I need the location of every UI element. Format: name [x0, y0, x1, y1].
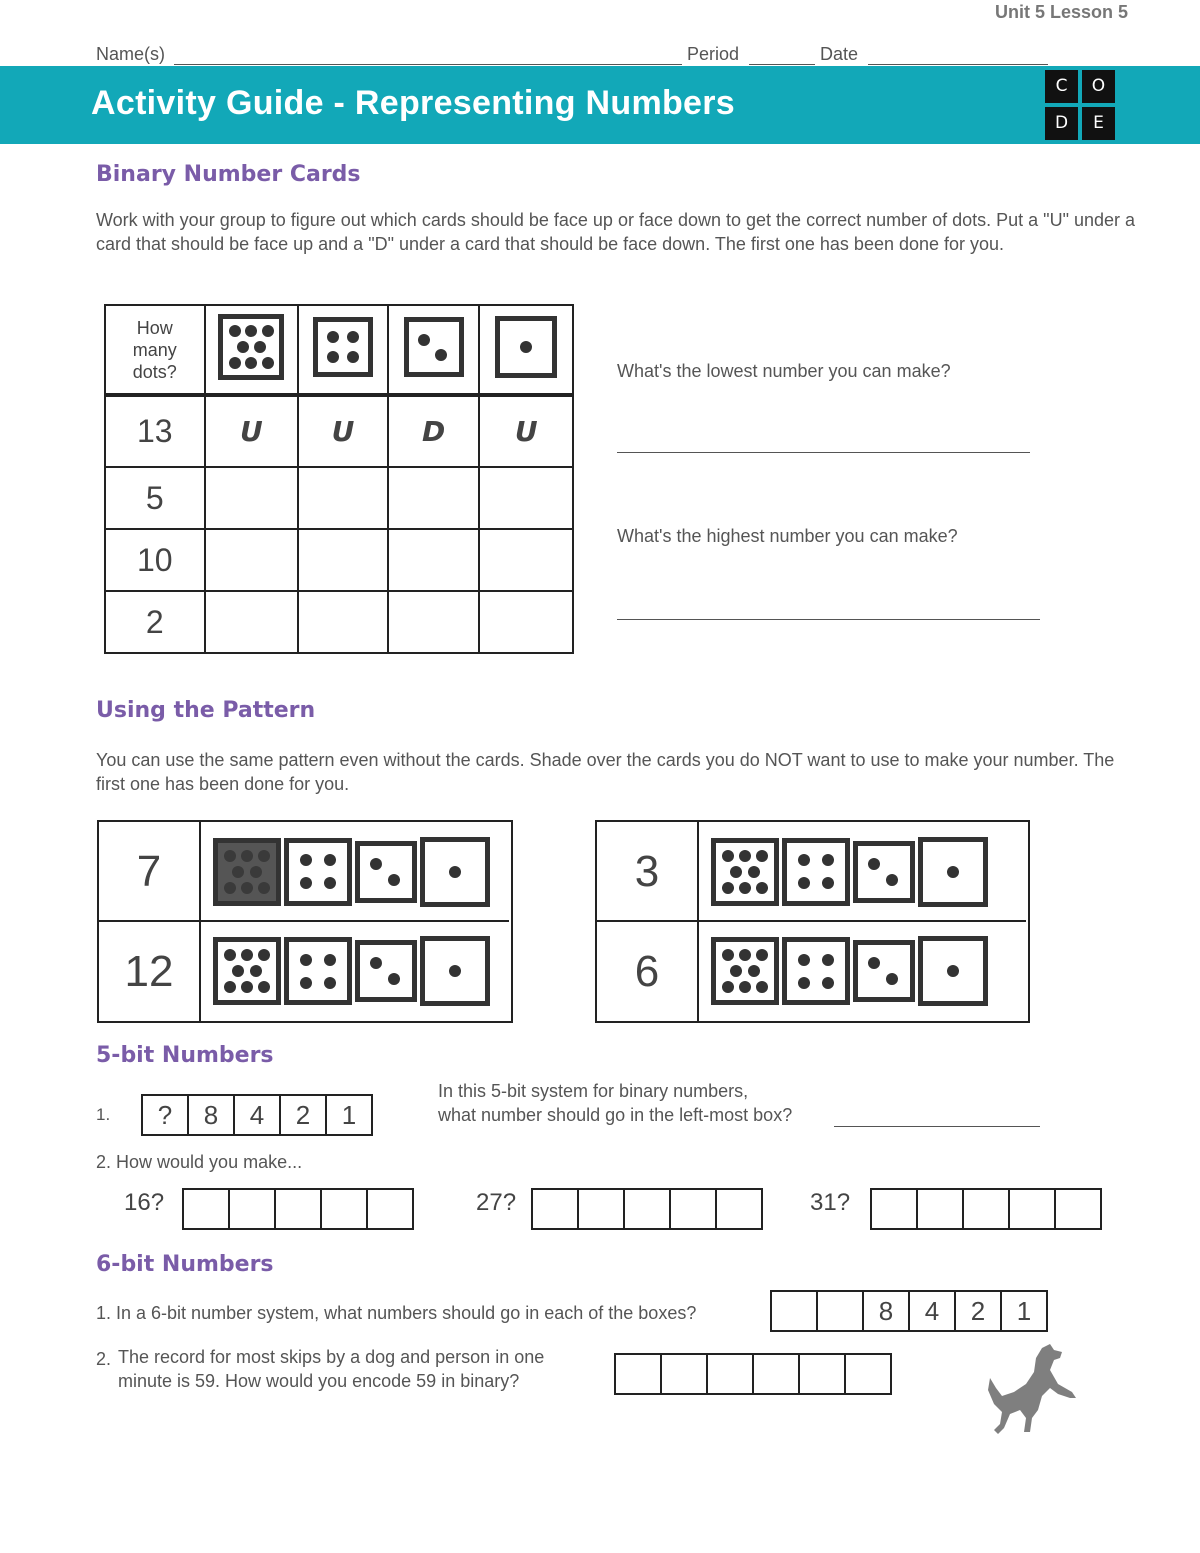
dot — [245, 325, 257, 337]
dot — [262, 357, 274, 369]
dot — [232, 965, 244, 977]
pattern-number: 3 — [597, 822, 699, 922]
binary-cards-table — [104, 304, 574, 654]
answer-cell[interactable] — [479, 591, 573, 653]
card-header-8 — [205, 305, 299, 395]
page-title: Activity Guide - Representing Numbers — [91, 84, 736, 122]
dot — [258, 882, 270, 894]
unit-lesson-label: Unit 5 Lesson 5 — [994, 2, 1128, 22]
bit-box[interactable] — [1054, 1188, 1102, 1230]
target-31-label: 31? — [810, 1189, 851, 1216]
dot — [748, 866, 760, 878]
dot — [262, 325, 274, 337]
place-value-box: 8 — [862, 1290, 910, 1332]
answer-cell[interactable] — [388, 467, 480, 529]
dot — [730, 866, 742, 878]
dot — [886, 874, 898, 886]
bit-box[interactable] — [752, 1353, 800, 1395]
answer-cell[interactable] — [205, 591, 299, 653]
dot-card-2-icon[interactable] — [355, 841, 417, 903]
pattern-cards-cell — [699, 922, 1026, 1022]
dot — [822, 954, 834, 966]
bit-box[interactable] — [228, 1188, 276, 1230]
dot — [947, 965, 959, 977]
dot-card-1-icon[interactable] — [918, 837, 988, 907]
how-would-you-make: 2. How would you make... — [96, 1152, 303, 1172]
dot — [722, 949, 734, 961]
dot — [347, 351, 359, 363]
dot — [449, 965, 461, 977]
dot-card-8-icon[interactable] — [213, 937, 281, 1005]
card-header-1 — [479, 305, 573, 395]
dot-card-1-icon — [495, 316, 557, 378]
six-bit-place-values — [772, 1290, 1048, 1332]
dot — [739, 850, 751, 862]
pattern-number: 7 — [99, 822, 201, 922]
dot — [300, 954, 312, 966]
dot — [300, 877, 312, 889]
pattern-instructions: You can use the same pattern even without the cards. Shade over the cards you do NOT want to use to make your number. The first one has been done for you. — [96, 750, 1115, 794]
period-label: Period — [687, 44, 740, 64]
dot — [224, 949, 236, 961]
dot-card-1-icon[interactable] — [420, 936, 490, 1006]
dot-card-4-icon[interactable] — [782, 937, 850, 1005]
dot — [822, 854, 834, 866]
dot — [868, 858, 880, 870]
answer-cell[interactable] — [388, 529, 480, 591]
bit-box[interactable] — [715, 1188, 763, 1230]
name-field[interactable] — [174, 64, 682, 65]
dot — [324, 977, 336, 989]
answer-cell[interactable]: U — [205, 395, 299, 467]
logo-letter: C — [1045, 70, 1078, 103]
place-value-box: 4 — [233, 1094, 281, 1136]
card-header-2 — [388, 305, 480, 395]
dot — [798, 854, 810, 866]
dot — [388, 973, 400, 985]
bit-box[interactable] — [577, 1188, 625, 1230]
dot — [868, 957, 880, 969]
bit-box[interactable] — [870, 1188, 918, 1230]
dot-card-1-icon[interactable] — [420, 837, 490, 907]
answer-cell[interactable]: U — [479, 395, 573, 467]
answer-cell[interactable] — [388, 591, 480, 653]
dot — [232, 866, 244, 878]
dot-card-2-icon[interactable] — [853, 940, 915, 1002]
dot — [224, 981, 236, 993]
dot — [347, 331, 359, 343]
dot — [258, 850, 270, 862]
bit-box[interactable] — [916, 1188, 964, 1230]
dot-card-4-icon[interactable] — [284, 937, 352, 1005]
answer-cell[interactable] — [205, 529, 299, 591]
name-label: Name(s) — [96, 44, 166, 64]
how-many-dots-header — [105, 305, 205, 395]
highest-number-question: What's the highest number you can make? — [617, 526, 958, 546]
dot — [258, 981, 270, 993]
bit-box[interactable] — [182, 1188, 230, 1230]
bit-box[interactable] — [669, 1188, 717, 1230]
bit-box[interactable] — [614, 1353, 662, 1395]
question-number: 2. — [96, 1349, 112, 1369]
place-value-box[interactable]: ? — [141, 1094, 189, 1136]
bit-box[interactable] — [706, 1353, 754, 1395]
place-value-box: 1 — [325, 1094, 373, 1136]
target-27-label: 27? — [476, 1189, 517, 1216]
dot — [324, 954, 336, 966]
bit-box[interactable] — [623, 1188, 671, 1230]
dot — [730, 965, 742, 977]
jumping-dog-icon — [980, 1340, 1080, 1440]
dot — [756, 882, 768, 894]
dot — [241, 949, 253, 961]
dot — [245, 357, 257, 369]
answer-cell[interactable] — [479, 467, 573, 529]
bit-box[interactable] — [1008, 1188, 1056, 1230]
dot-card-2-icon[interactable] — [853, 841, 915, 903]
bit-box[interactable] — [844, 1353, 892, 1395]
bit-box[interactable] — [798, 1353, 846, 1395]
target-31-boxes — [872, 1188, 1102, 1230]
five-bit-question-line2: what number should go in the left-most box? — [438, 1105, 793, 1125]
question-number: 1. — [96, 1105, 111, 1124]
logo-letter: E — [1082, 107, 1115, 140]
logo-letter: O — [1082, 70, 1115, 103]
dot — [798, 954, 810, 966]
dot-card-2-icon[interactable] — [355, 940, 417, 1002]
bit-box[interactable] — [320, 1188, 368, 1230]
dot-card-2-icon — [404, 317, 464, 377]
encode-59-boxes — [616, 1353, 892, 1395]
dot — [324, 854, 336, 866]
dot — [822, 977, 834, 989]
pattern-cards-cell — [699, 822, 1026, 922]
dot — [327, 351, 339, 363]
answer-cell[interactable] — [298, 591, 388, 653]
answer-cell[interactable] — [479, 529, 573, 591]
dot — [250, 866, 262, 878]
dot — [224, 882, 236, 894]
target-16-boxes — [184, 1188, 414, 1230]
pattern-table-right — [595, 820, 1030, 1023]
dot — [722, 850, 734, 862]
lowest-number-question: What's the lowest number you can make? — [617, 361, 951, 381]
target-27-boxes — [533, 1188, 763, 1230]
dot-card-4-icon — [313, 317, 373, 377]
period-field[interactable] — [749, 64, 815, 65]
row-number: 10 — [105, 529, 205, 591]
dot — [756, 949, 768, 961]
dot — [722, 882, 734, 894]
six-bit-question-1: 1. In a 6-bit number system, what numbers should go in each of the boxes? — [96, 1303, 697, 1323]
date-label: Date — [820, 44, 859, 64]
row-number: 5 — [105, 467, 205, 529]
dot-card-8-icon — [218, 314, 284, 380]
dot — [241, 850, 253, 862]
code-logo — [1045, 70, 1117, 142]
pattern-table-left — [97, 820, 513, 1023]
dot — [250, 965, 262, 977]
bit-box[interactable] — [962, 1188, 1010, 1230]
place-value-box[interactable] — [816, 1290, 864, 1332]
place-value-box: 2 — [279, 1094, 327, 1136]
five-bit-question-line1: In this 5-bit system for binary numbers, — [438, 1081, 749, 1101]
bit-box[interactable] — [366, 1188, 414, 1230]
bit-box[interactable] — [660, 1353, 708, 1395]
row-number: 13 — [105, 395, 205, 467]
dot — [756, 981, 768, 993]
date-field[interactable] — [868, 64, 1048, 65]
dot — [798, 877, 810, 889]
bit-box[interactable] — [531, 1188, 579, 1230]
dot — [258, 949, 270, 961]
lowest-number-answer-line[interactable] — [617, 452, 1030, 453]
dot — [229, 325, 241, 337]
answer-cell[interactable] — [298, 529, 388, 591]
row-number: 2 — [105, 591, 205, 653]
dot — [370, 858, 382, 870]
place-value-box: 2 — [954, 1290, 1002, 1332]
dot — [300, 977, 312, 989]
dot-card-8-icon[interactable] — [711, 937, 779, 1005]
six-bit-question-2-line2: minute is 59. How would you encode 59 in binary? — [118, 1371, 520, 1391]
answer-cell[interactable]: D — [388, 395, 480, 467]
dot — [241, 882, 253, 894]
dot — [748, 965, 760, 977]
left-most-box-answer-line[interactable] — [834, 1126, 1040, 1127]
dot — [756, 850, 768, 862]
card-header-4 — [298, 305, 388, 395]
dot-card-8-icon[interactable] — [711, 838, 779, 906]
dot — [254, 341, 266, 353]
dot — [520, 341, 532, 353]
dot — [327, 331, 339, 343]
binary-cards-instructions: Work with your group to figure out which cards should be face up or face down to get the correct number of dots. Put a "U" under a card that should be face up and a "D" under a card that should be face down. The first one has been done for you. — [96, 210, 1136, 254]
highest-number-answer-line[interactable] — [617, 619, 1040, 620]
pattern-cards-cell — [201, 922, 509, 1022]
dot — [739, 981, 751, 993]
dot — [324, 877, 336, 889]
dot — [449, 866, 461, 878]
section-heading-binary-cards: Binary Number Cards — [96, 162, 361, 187]
section-heading-5bit: 5-bit Numbers — [96, 1043, 274, 1068]
bit-box[interactable] — [274, 1188, 322, 1230]
title-banner — [0, 66, 1200, 144]
dot — [822, 877, 834, 889]
place-value-box: 8 — [187, 1094, 235, 1136]
answer-cell[interactable] — [205, 467, 299, 529]
six-bit-question-2-line1: The record for most skips by a dog and person in one — [118, 1347, 545, 1367]
dot — [229, 357, 241, 369]
section-heading-6bit: 6-bit Numbers — [96, 1252, 274, 1277]
place-value-box[interactable] — [770, 1290, 818, 1332]
logo-letter: D — [1045, 107, 1078, 140]
five-bit-place-values — [143, 1094, 373, 1136]
dot — [370, 957, 382, 969]
dot — [388, 874, 400, 886]
dot — [435, 349, 447, 361]
dot — [798, 977, 810, 989]
dot — [418, 334, 430, 346]
dot — [237, 341, 249, 353]
answer-cell[interactable] — [298, 467, 388, 529]
section-heading-using-pattern: Using the Pattern — [96, 698, 316, 723]
pattern-number: 6 — [597, 922, 699, 1022]
how-many-dots-label: How many dots? — [132, 317, 177, 382]
dot-card-4-icon[interactable] — [782, 838, 850, 906]
dot — [739, 882, 751, 894]
pattern-cards-cell — [201, 822, 509, 922]
place-value-box: 4 — [908, 1290, 956, 1332]
dot — [886, 973, 898, 985]
dot — [224, 850, 236, 862]
dot — [722, 981, 734, 993]
dot — [739, 949, 751, 961]
dot-card-1-icon[interactable] — [918, 936, 988, 1006]
dot — [241, 981, 253, 993]
answer-cell[interactable]: U — [298, 395, 388, 467]
dot — [300, 854, 312, 866]
dot-card-4-icon[interactable] — [284, 838, 352, 906]
pattern-number: 12 — [99, 922, 201, 1022]
dot-card-8-icon[interactable] — [213, 838, 281, 906]
place-value-box: 1 — [1000, 1290, 1048, 1332]
dot — [947, 866, 959, 878]
target-16-label: 16? — [124, 1189, 165, 1216]
